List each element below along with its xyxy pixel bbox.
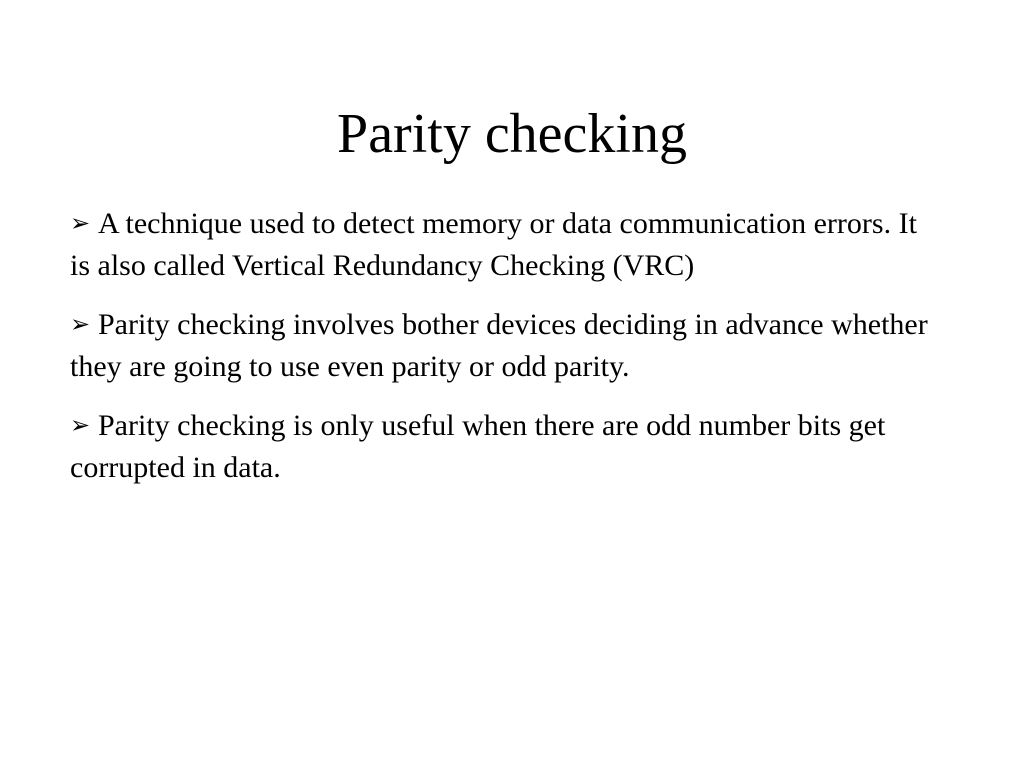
bullet-text: Parity checking involves bother devices deciding in advance whether they are going to use even parity or odd parity. xyxy=(70,308,928,383)
arrow-bullet-icon: ➢ xyxy=(70,211,91,237)
slide-title: Parity checking xyxy=(337,103,687,165)
bullet-text: A technique used to detect memory or data communication errors. It is also called Vertical Redundancy Checking (VRC) xyxy=(70,207,917,282)
arrow-bullet-icon: ➢ xyxy=(70,413,91,439)
arrow-bullet-icon: ➢ xyxy=(70,312,91,338)
bullet-item xyxy=(70,203,930,287)
bullet-item xyxy=(70,405,930,489)
bullet-item xyxy=(70,304,930,388)
bullet-list xyxy=(70,203,930,506)
bullet-text: Parity checking is only useful when there are odd number bits get corrupted in data. xyxy=(70,409,886,484)
